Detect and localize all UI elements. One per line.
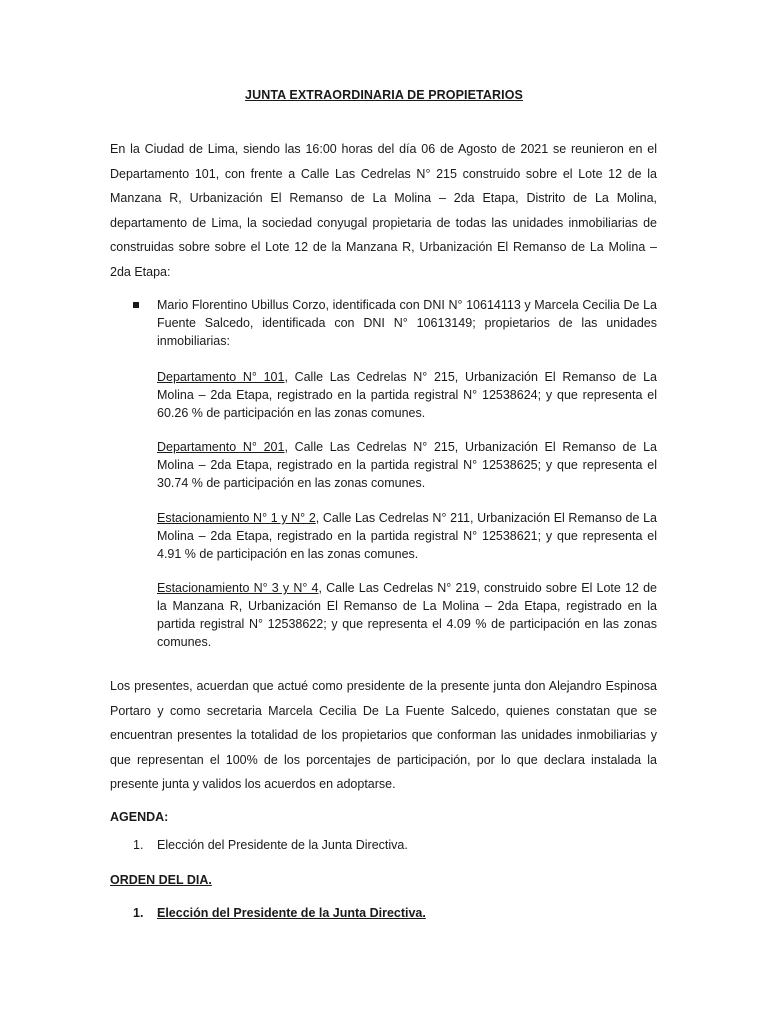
bullet-marker	[133, 302, 139, 308]
orden-item-number: 1.	[133, 906, 144, 920]
agenda-item-label: Elección del Presidente de la Junta Directiva.	[157, 838, 408, 852]
agenda-item-number: 1.	[133, 838, 144, 852]
unit-paragraph	[157, 579, 657, 651]
unit-text: , Calle Las Cedrelas N° 219, construido sobre El Lote 12 de la Manzana R, Urbanización El Remanso de La Molina – 2da Etapa, registrado en la partida registral N° 12538622; y que representa el 4.09 % de participación en las zonas comunes.	[157, 581, 658, 649]
presentes-paragraph: Los presentes, acuerdan que actué como presidente de la presente junta don Alejandro Espinosa Portaro y como secretaria Marcela Cecilia De La Fuente Salcedo, quienes constatan que se encuentran presentes la totalidad de los propietarios que conforman las unidades inmobiliarias y que representan el 100% de los porcentajes de participación, por lo que declara instalada la presente junta y validos los acuerdos en adoptarse.	[110, 679, 657, 791]
unit-text: , Calle Las Cedrelas N° 215, Urbanización El Remanso de La Molina – 2da Etapa, registrado en la partida registral N° 12538624; y que representa el 60.26 % de participación en las zonas comunes.	[157, 370, 657, 420]
unit-paragraph	[157, 438, 657, 492]
unit-name: Estacionamiento N° 1 y N° 2	[157, 511, 316, 525]
agenda-heading: AGENDA:	[110, 810, 169, 824]
unit-text: , Calle Las Cedrelas N° 211, Urbanización El Remanso de La Molina – 2da Etapa, registrado en la partida registral N° 12538621; y que representa el 4.91 % de participación en las zonas comunes.	[157, 511, 657, 561]
owners-paragraph: Mario Florentino Ubillus Corzo, identificada con DNI N° 10614113 y Marcela Cecilia De La Fuente Salcedo, identificada con DNI N° 10613149; propietarios de las unidades inmobiliarias:	[157, 298, 657, 348]
unit-text: , Calle Las Cedrelas N° 215, Urbanización El Remanso de La Molina – 2da Etapa, registrado en la partida registral N° 12538625; y que representa el 30.74 % de participación en las zonas comunes.	[157, 440, 657, 490]
orden-item	[133, 906, 426, 920]
intro-paragraph: En la Ciudad de Lima, siendo las 16:00 horas del día 06 de Agosto de 2021 se reunieron en el Departamento 101, con frente a Calle Las Cedrelas N° 215 construido sobre el Lote 12 de la Manzana R, Urbanización El Remanso de La Molina – 2da Etapa, Distrito de La Molina, departamento de Lima, la sociedad conyugal propietaria de todas las unidades inmobiliarias de construidas sobre sobre el Lote 12 de la Manzana R, Urbanización El Remanso de La Molina – 2da Etapa:	[110, 142, 657, 279]
orden-heading: ORDEN DEL DIA.	[110, 873, 212, 887]
unit-name: Estacionamiento N° 3 y N° 4	[157, 581, 319, 595]
document-title: JUNTA EXTRAORDINARIA DE PROPIETARIOS	[245, 88, 523, 102]
agenda-item	[133, 838, 408, 852]
unit-name: Departamento N° 201	[157, 440, 285, 454]
unit-paragraph	[157, 368, 657, 422]
unit-paragraph	[157, 509, 657, 563]
orden-item-label: Elección del Presidente de la Junta Directiva.	[157, 906, 426, 920]
unit-name: Departamento N° 101	[157, 370, 285, 384]
